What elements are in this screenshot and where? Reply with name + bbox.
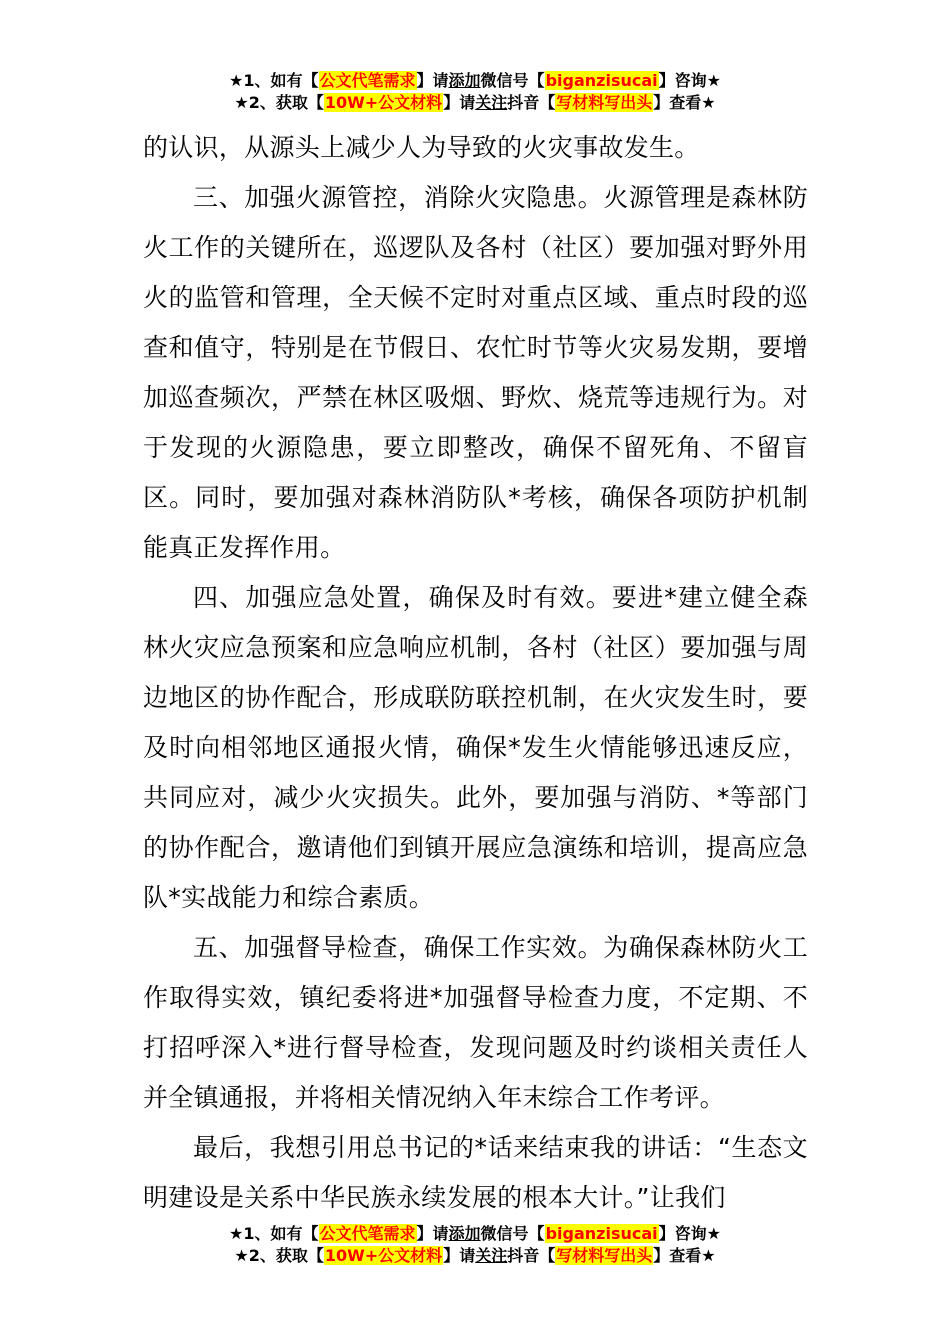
paragraph: 三、加强火源管控，消除火灾隐患。火源管理是森林防火工作的关键所在，巡逻队及各村（社区）要加强对野外用火的监管和管理，全天候不定时对重点区域、重点时段的巡查和值守，特别是在节假日、农忙时节等火灾易发期，要增加巡查频次，严禁在林区吸烟、野炊、烧荒等违规行为。对于发现的火源隐患，要立即整改，确保不留死角、不留盲区。同时，要加强对森林消防队*考核，确保各项防护机制能真正发挥作用。	[143, 183, 808, 562]
banner-line-2: ★2、获取【10W+公文材料】请关注抖音【写材料写出头】查看★	[234, 1246, 716, 1265]
banner-highlight: 10W+公文材料	[324, 93, 443, 112]
banner-highlight: 写材料写出头	[556, 93, 653, 112]
banner-highlight: 写材料写出头	[556, 1246, 653, 1265]
header-banner	[0, 70, 950, 114]
banner-highlight: 10W+公文材料	[324, 1246, 443, 1265]
paragraph: 最后，我想引用总书记的*话来结束我的讲话：“生态文明建设是关系中华民族永续发展的根本大计。”让我们	[143, 1133, 808, 1212]
footer-banner	[0, 1223, 950, 1267]
paragraph: 五、加强督导检查，确保工作实效。为确保森林防火工作取得实效，镇纪委将进*加强督导检查力度，不定期、不打招呼深入*进行督导检查，发现问题及时约谈相关责任人并全镇通报，并将相关情况纳入年末综合工作考评。	[143, 933, 808, 1112]
paragraph: 的认识，从源头上减少人为导致的火灾事故发生。	[143, 133, 700, 162]
banner-highlight: biganzisucai	[545, 1224, 658, 1243]
banner-highlight: biganzisucai	[545, 71, 658, 90]
document-body	[143, 123, 808, 1223]
banner-line-1: ★1、如有【公文代笔需求】请添加微信号【biganzisucai】咨询★	[229, 71, 721, 90]
banner-line-1: ★1、如有【公文代笔需求】请添加微信号【biganzisucai】咨询★	[229, 1224, 721, 1243]
banner-line-2: ★2、获取【10W+公文材料】请关注抖音【写材料写出头】查看★	[234, 93, 716, 112]
banner-highlight: 公文代笔需求	[319, 1224, 416, 1243]
banner-highlight: 公文代笔需求	[319, 71, 416, 90]
paragraph: 四、加强应急处置，确保及时有效。要进*建立健全森林火灾应急预案和应急响应机制，各村（社区）要加强与周边地区的协作配合，形成联防联控机制，在火灾发生时，要及时向相邻地区通报火情，确保*发生火情能够迅速反应，共同应对，减少火灾损失。此外，要加强与消防、*等部门的协作配合，邀请他们到镇开展应急演练和培训，提高应急队*实战能力和综合素质。	[143, 583, 808, 912]
